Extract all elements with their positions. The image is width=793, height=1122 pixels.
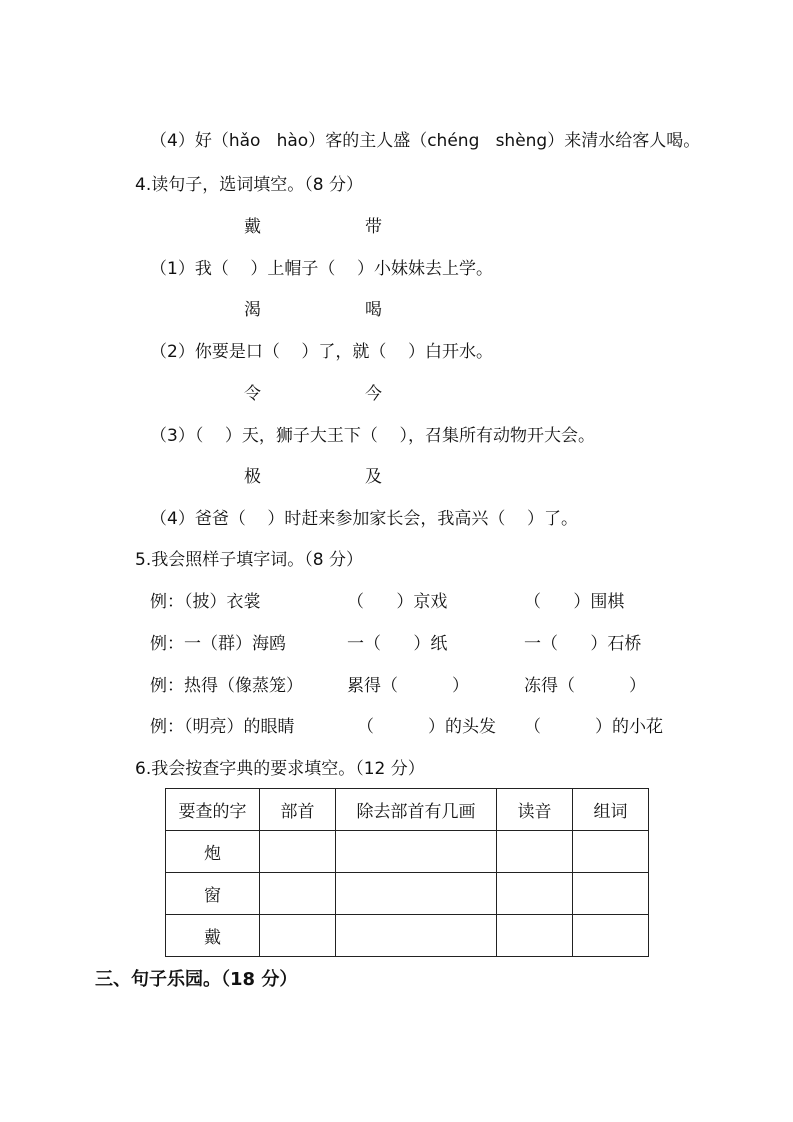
q3-item-4: （4）好（hǎo hào）客的主人盛（chéng shèng）来清水给客人喝。 (150, 131, 701, 151)
table-row (166, 831, 649, 873)
q4-sentence: （3）（ ）天，狮子大王下（ ），召集所有动物开大会。 (150, 426, 596, 446)
answer-cell[interactable] (336, 873, 497, 915)
table-char-cell: 窗 (166, 873, 260, 915)
answer-cell[interactable] (336, 915, 497, 957)
q4-sentence: （1）我（ ）上帽子（ ）小妹妹去上学。 (150, 259, 494, 279)
q4-option: 及 (365, 467, 382, 487)
answer-cell[interactable] (497, 915, 573, 957)
q5-blank: 一（ ）纸 (347, 634, 448, 654)
answer-cell[interactable] (260, 873, 336, 915)
q5-example: 例：（披）衣裳 (150, 592, 261, 612)
q5-example: 例：热得（像蒸笼） (150, 676, 303, 696)
q5-blank: 一（ ）石桥 (524, 634, 642, 654)
q5-blank: （ ）的头发 (357, 717, 497, 737)
q4-option: 渴 (244, 300, 261, 320)
q5-blank: 累得（ ） (347, 676, 470, 696)
answer-cell[interactable] (336, 831, 497, 873)
table-header: 组词 (573, 789, 649, 831)
table-row (166, 915, 649, 957)
answer-cell[interactable] (260, 915, 336, 957)
q5-blank: 冻得（ ） (524, 676, 647, 696)
q5-blank: （ ）围棋 (524, 592, 625, 612)
q4-option: 令 (244, 384, 261, 404)
dictionary-table (165, 788, 649, 957)
table-row (166, 873, 649, 915)
q5-title: 5.我会照样子填字词。（8 分） (135, 550, 363, 570)
q4-option: 极 (244, 467, 261, 487)
answer-cell[interactable] (573, 831, 649, 873)
q5-blank: （ ）京戏 (347, 592, 448, 612)
table-header: 要查的字 (166, 789, 260, 831)
table-header: 除去部首有几画 (336, 789, 497, 831)
answer-cell[interactable] (573, 915, 649, 957)
q4-option: 戴 (244, 217, 261, 237)
q6-title: 6.我会按查字典的要求填空。（12 分） (135, 759, 425, 779)
answer-cell[interactable] (497, 831, 573, 873)
table-header: 读音 (497, 789, 573, 831)
table-char-cell: 戴 (166, 915, 260, 957)
answer-cell[interactable] (497, 873, 573, 915)
table-header-row (166, 789, 649, 831)
q5-example: 例：（明亮）的眼睛 (150, 717, 295, 737)
q4-sentence: （2）你要是口（ ）了，就（ ）白开水。 (150, 342, 494, 362)
q4-option: 喝 (365, 300, 382, 320)
section-heading: 三、句子乐园。（18 分） (95, 969, 298, 990)
q5-example: 例：一（群）海鸥 (150, 634, 286, 654)
q4-option: 带 (365, 217, 382, 237)
q4-option: 今 (365, 384, 382, 404)
answer-cell[interactable] (260, 831, 336, 873)
table-char-cell: 炮 (166, 831, 260, 873)
q4-title: 4.读句子，选词填空。（8 分） (135, 175, 363, 195)
q5-blank: （ ）的小花 (524, 717, 664, 737)
answer-cell[interactable] (573, 873, 649, 915)
table-header: 部首 (260, 789, 336, 831)
q4-sentence: （4）爸爸（ ）时赶来参加家长会，我高兴（ ）了。 (150, 509, 579, 529)
